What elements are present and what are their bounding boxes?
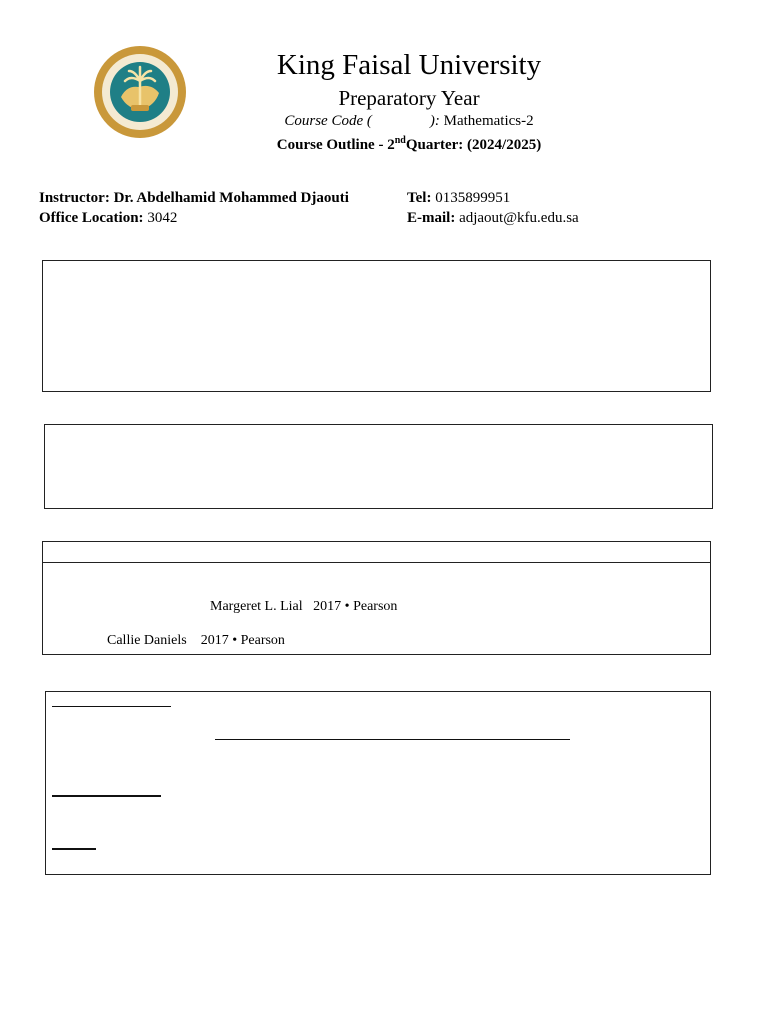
grading-box [45,691,711,875]
reference-1-author: Margeret L. Lial [210,599,303,614]
program-title: Preparatory Year [338,86,480,110]
reference-2-year: 2017 [200,633,229,648]
course-code-line [150,112,668,130]
reference-2-publisher: Pearson [240,633,285,648]
section-underline-2 [215,739,570,740]
instructor-label: Instructor: [39,190,110,206]
email-line [407,209,579,227]
outline-prefix: Course Outline - 2 [276,137,395,153]
instructor-name: Dr. Abdelhamid Mohammed Djaouti [113,190,349,206]
reference-1-sep: • [344,599,350,614]
outline-superscript: nd [394,135,406,146]
course-objectives-box [44,424,713,509]
reference-1-year: 2017 [313,599,342,614]
section-underline-3 [52,795,161,797]
email-value[interactable]: adjaout@kfu.edu.sa [459,210,579,226]
university-title: King Faisal University [276,49,542,81]
course-outline-title [150,136,668,154]
reference-2-author: Callie Daniels [107,633,187,648]
tel-line [407,189,510,207]
outline-suffix: Quarter: (2024/2025) [405,137,542,153]
office-line [39,209,177,227]
section-underline-1 [52,706,171,707]
reference-2 [107,632,285,649]
tel-label: Tel: [407,190,432,206]
textbook-box-divider [42,562,711,563]
email-label: E-mail: [407,210,456,226]
course-description-box [42,260,711,392]
tel-value: 0135899951 [435,190,511,206]
reference-2-sep: • [232,633,238,648]
reference-1 [210,598,397,615]
office-label: Office Location: [39,210,144,226]
section-underline-4 [52,848,96,850]
office-value: 3042 [147,210,178,226]
course-name: Mathematics-2 [443,113,534,129]
instructor-line [39,189,349,207]
logo-banner [131,105,149,111]
course-code-close: ): [429,113,440,129]
reference-1-publisher: Pearson [353,599,398,614]
course-code-label: Course Code ( [284,113,372,129]
